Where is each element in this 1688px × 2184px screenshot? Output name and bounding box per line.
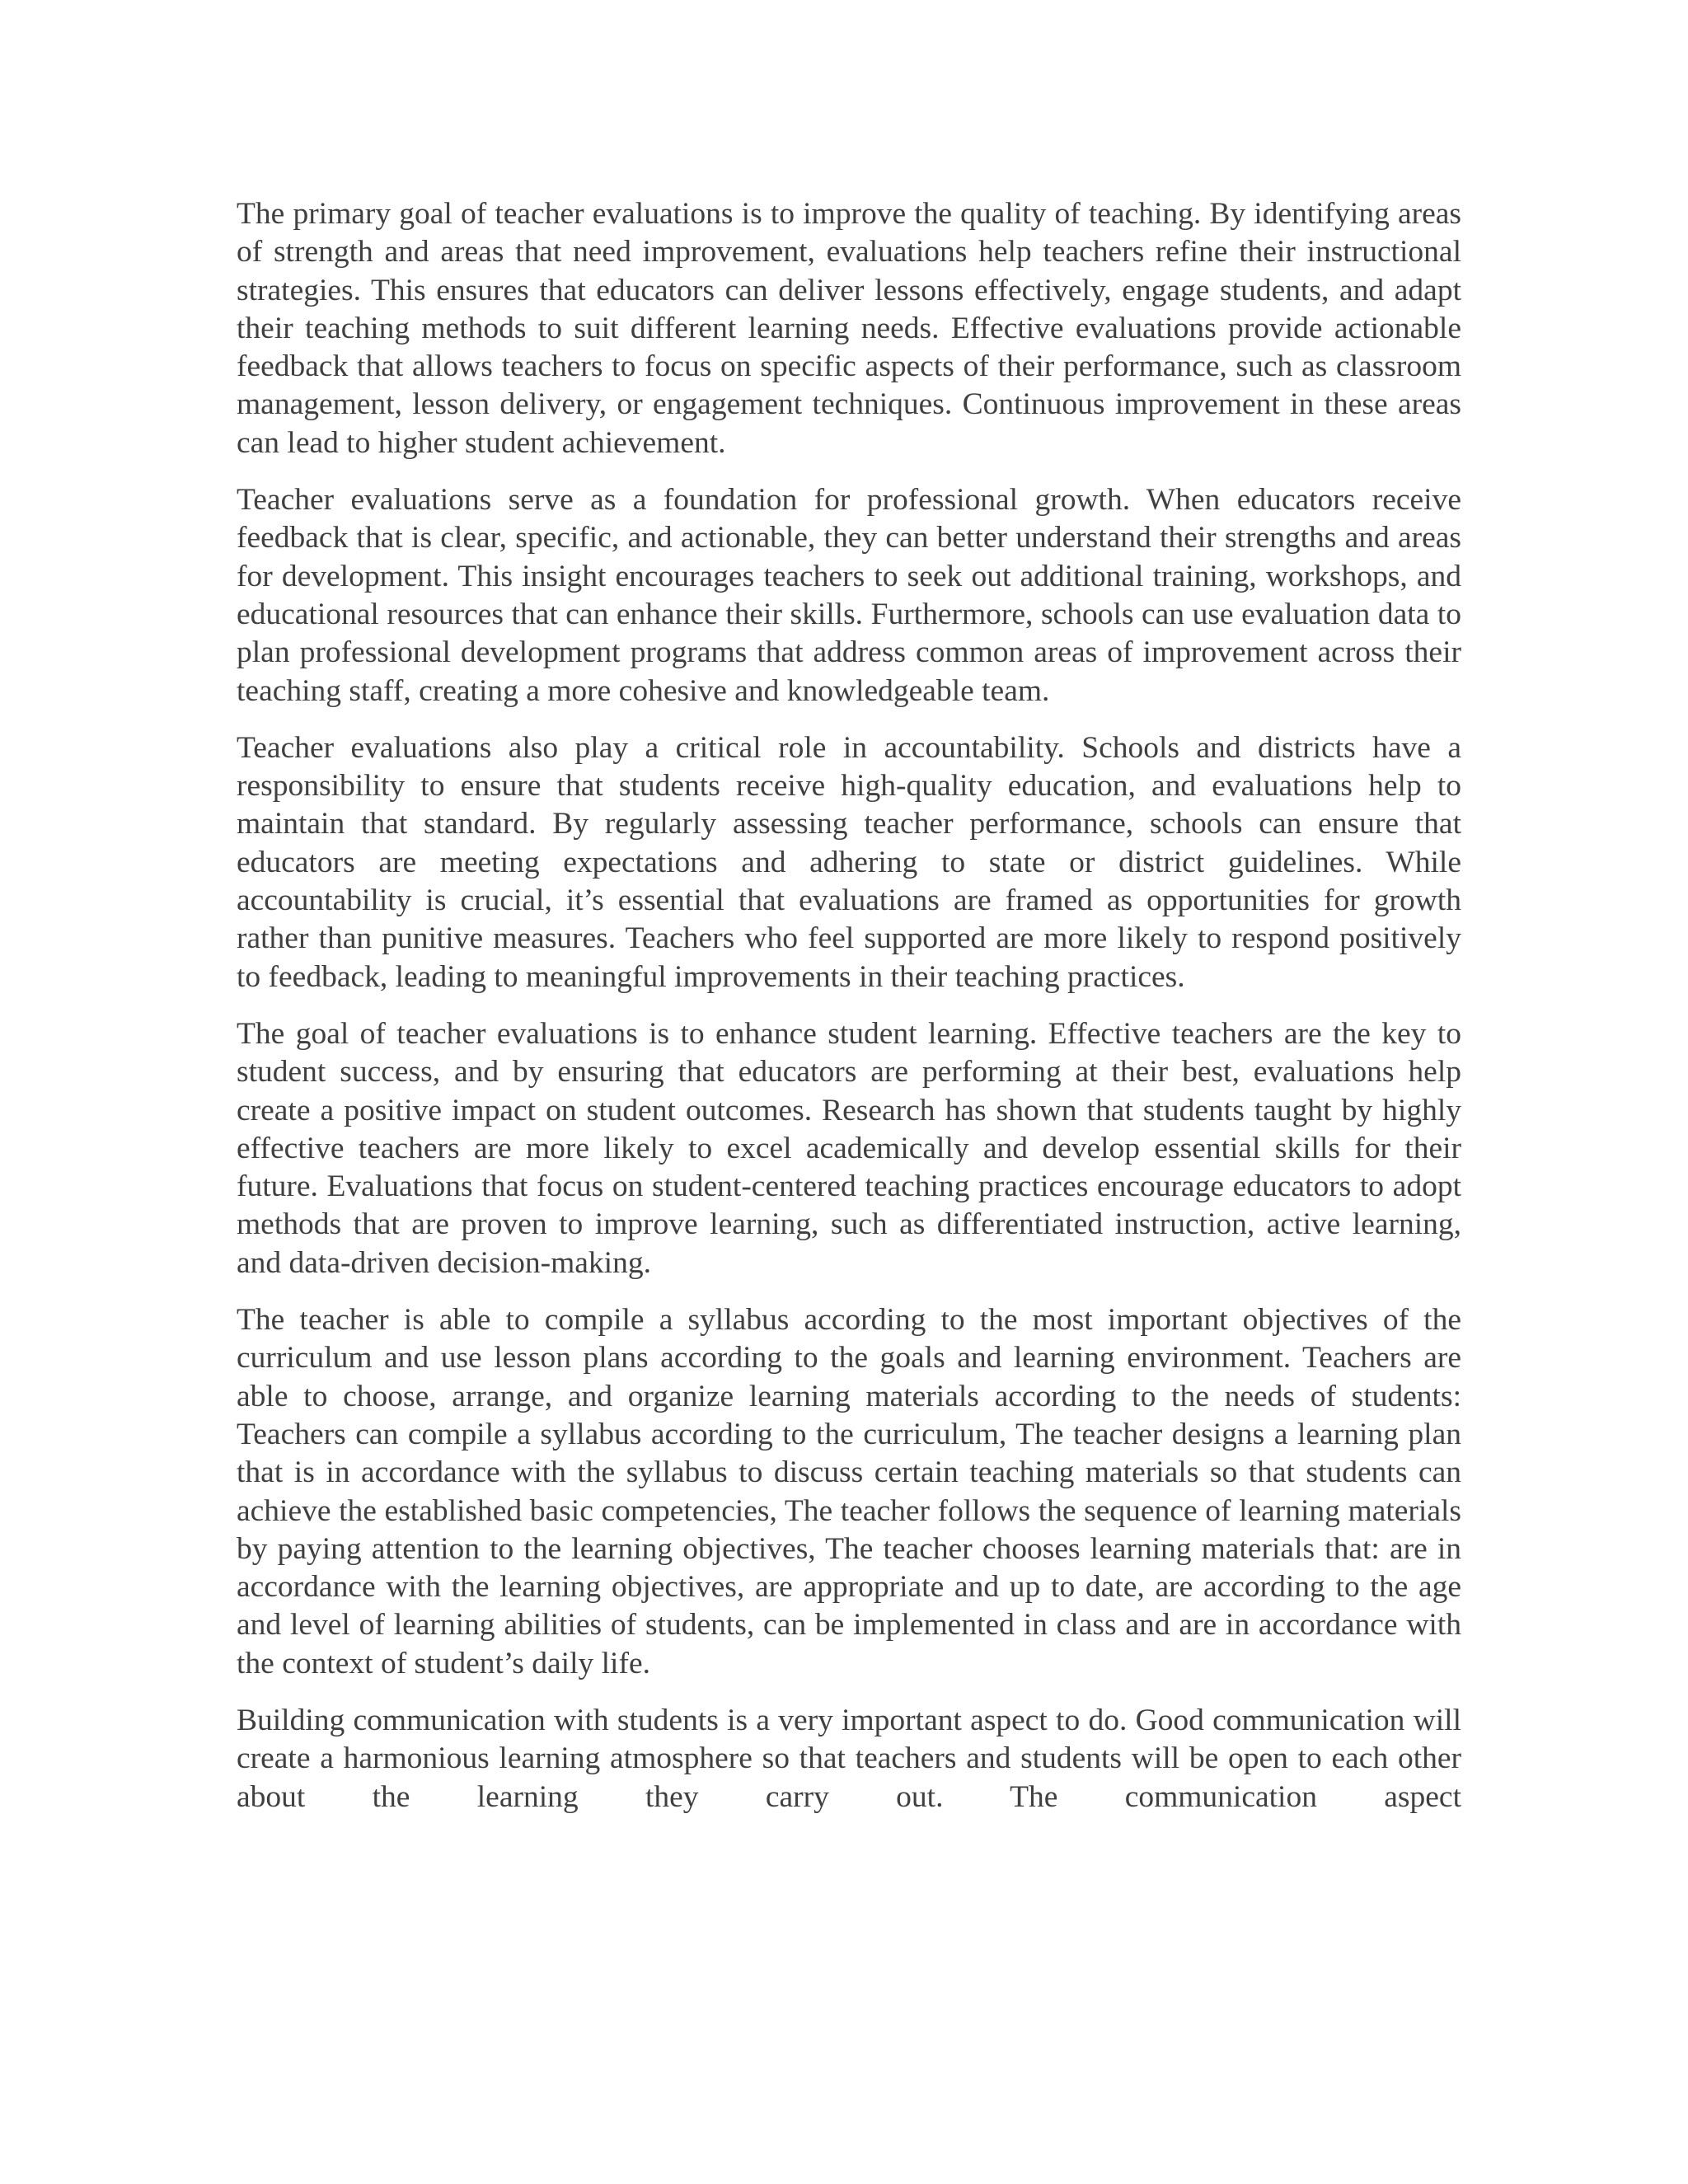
paragraph-student-learning: The goal of teacher evaluations is to enhance student learning. Effective teachers are the key to student success, and by ensuring that educators are performing at their best, evaluations help create a positive impact on student outcomes. Research has shown that students taught by highly effective teachers are more likely to excel academically and develop essential skills for their future. Evaluations that focus on student-centered teaching practices encourage educators to adopt methods that are proven to improve learning, such as differentiated instruction, active learning, and data-driven decision-making. [237,1016,1461,1280]
document-body [237,195,1461,1835]
paragraph-professional-growth: Teacher evaluations serve as a foundation for professional growth. When educators receive feedback that is clear, specific, and actionable, they can better understand their strengths and areas for development. This insight encourages teachers to seek out additional training, workshops, and educational resources that can enhance their skills. Furthermore, schools can use evaluation data to plan professional development programs that address common areas of improvement across their teaching staff, creating a more cohesive and knowledgeable team. [237,483,1461,708]
paragraph-teaching-quality: The primary goal of teacher evaluations is to improve the quality of teaching. By identifying areas of strength and areas that need improvement, evaluations help teachers refine their instructional strategies. This ensures that educators can deliver lessons effectively, engage students, and adapt their teaching methods to suit different learning needs. Effective evaluations provide actionable feedback that allows teachers to focus on specific aspects of their performance, such as classroom management, lesson delivery, or engagement techniques. Continuous improvement in these areas can lead to higher student achievement. [237,197,1461,460]
paragraph-communication: Building communication with students is a very important aspect to do. Good communication will create a harmonious learning atmosphere so that teachers and students will be open to each other about the learning they carry out. The communication aspect [237,1703,1461,1814]
paragraph-accountability: Teacher evaluations also play a critical role in accountability. Schools and districts have a responsibility to ensure that students receive high-quality education, and evaluations help to maintain that standard. By regularly assessing teacher performance, schools can ensure that educators are meeting expectations and adhering to state or district guidelines. While accountability is crucial, it’s essential that evaluations are framed as opportunities for growth rather than punitive measures. Teachers who feel supported are more likely to respond positively to feedback, leading to meaningful improvements in their teaching practices. [237,730,1461,994]
paragraph-syllabus: The teacher is able to compile a syllabus according to the most important objectives of the curriculum and use lesson plans according to the goals and learning environment. Teachers are able to choose, arrange, and organize learning materials according to the needs of students: Teachers can compile a syllabus according to the curriculum, The teacher designs a learning plan that is in accordance with the syllabus to discuss certain teaching materials so that students can achieve the established basic competencies, The teacher follows the sequence of learning materials by paying attention to the learning objectives, The teacher chooses learning materials that: are in accordance with the learning objectives, are appropriate and up to date, are according to the age and level of learning abilities of students, can be implemented in class and are in accordance with the context of student’s daily life. [237,1303,1461,1680]
